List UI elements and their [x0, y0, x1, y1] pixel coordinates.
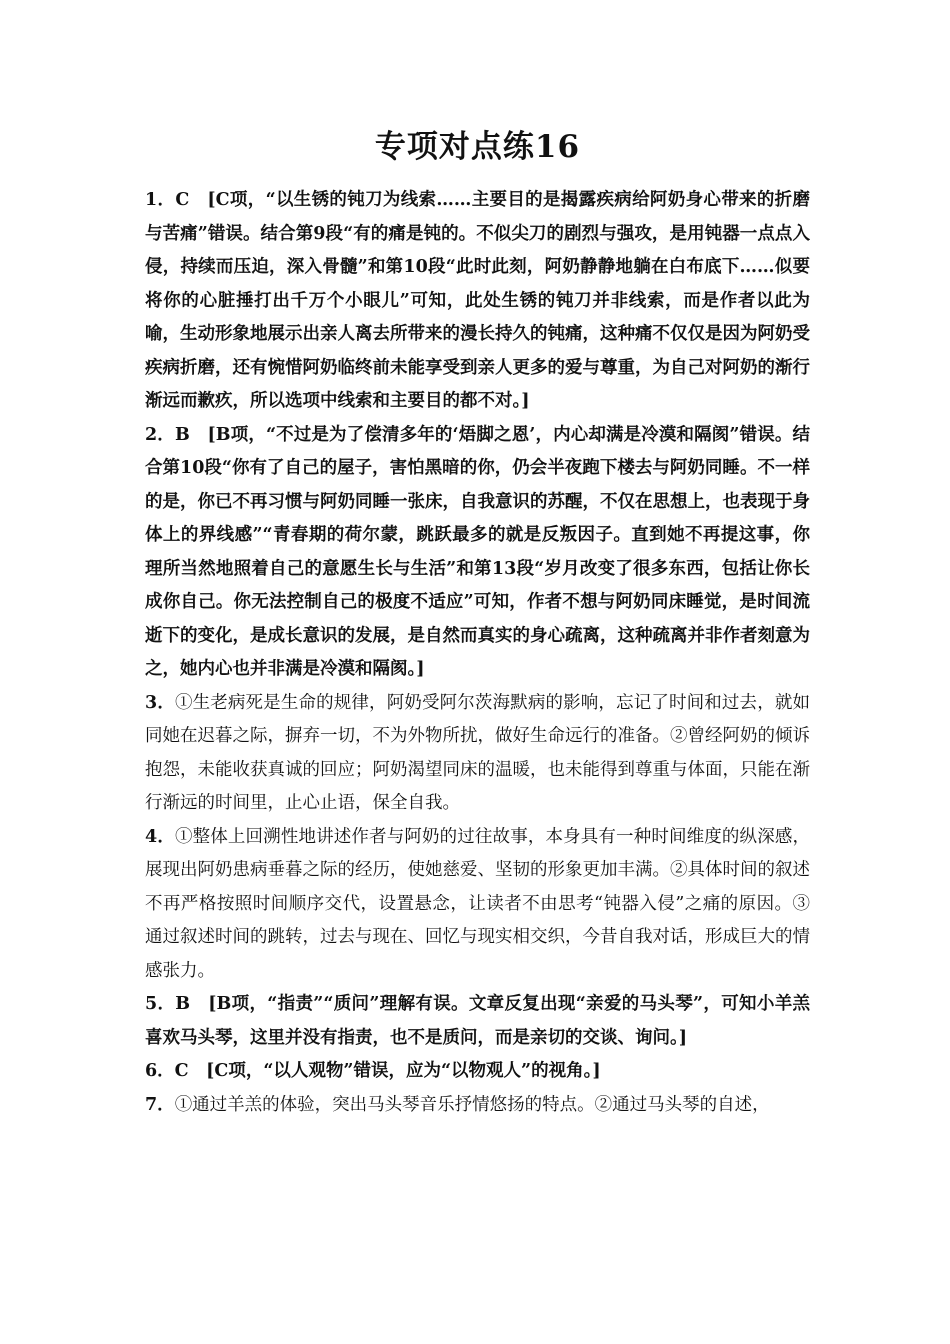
- answer-number: 4．: [145, 826, 175, 847]
- answer-item-2: [145, 419, 810, 687]
- answer-item-4: [145, 821, 810, 989]
- page-title: 专项对点练16: [374, 129, 581, 165]
- answer-number: 1．C: [145, 190, 190, 210]
- answer-item-6: [145, 1055, 810, 1089]
- answer-item-7: [145, 1089, 810, 1123]
- answer-item-1: [145, 184, 810, 419]
- answer-text: ①整体上回溯性地讲述作者与阿奶的过往故事，本身具有一种时间维度的纵深感，展现出阿奶患病垂暮之际的经历，使她慈爱、坚韧的形象更加丰满。②具体时间的叙述不再严格按照时间顺序交代，设置悬念，让读者不由思考“钝器入侵”之痛的原因。③通过叙述时间的跳转，过去与现在、回忆与现实相交织，今昔自我对话，形成巨大的情感张力。: [145, 826, 810, 981]
- answer-number: 7．: [145, 1094, 175, 1115]
- answer-item-5: [145, 988, 810, 1055]
- answer-text: ①生老病死是生命的规律，阿奶受阿尔茨海默病的影响，忘记了时间和过去，就如同她在迟暮之际，摒弃一切，不为外物所扰，做好生命远行的准备。②曾经阿奶的倾诉抱怨，未能收获真诚的回应；阿奶渴望同床的温暖，也未能得到尊重与体面，只能在渐行渐远的时间里，止心止语，保全自我。: [145, 692, 810, 813]
- answer-text: [B项，“不过是为了偿清多年的‘焐脚之恩’，内心却满是冷漠和隔阂”错误。结合第10段“你有了自己的屋子，害怕黑暗的你，仍会半夜跑下楼去与阿奶同睡。不一样的是，你已不再习惯与阿奶同睡一张床，自我意识的苏醒，不仅在思想上，也表现于身体上的界线感”“青春期的荷尔蒙，跳跃最多的就是反叛因子。直到她不再提这事，你理所当然地照着自己的意愿生长与生活”和第13段“岁月改变了很多东西，包括让你长成你自己。你无法控制自己的极度不适应”可知，作者不想与阿奶同床睡觉，是时间流逝下的变化，是成长意识的发展，是自然而真实的身心疏离，这种疏离并非作者刻意为之，她内心也并非满是冷漠和隔阂。]: [145, 424, 810, 679]
- answer-text: [B项，“指责”“质问”理解有误。文章反复出现“亲爱的马头琴”，可知小羊羔喜欢马头琴，这里并没有指责，也不是质问，而是亲切的交谈、询问。]: [145, 994, 811, 1048]
- answer-list: [145, 184, 810, 1122]
- answer-number: 6．C: [145, 1061, 189, 1081]
- answer-number: 2．B: [145, 424, 190, 445]
- answer-item-3: [145, 687, 810, 821]
- answer-text: [C项，“以人观物”错误，应为“以物观人”的视角。]: [206, 1061, 601, 1081]
- answer-number: 5．B: [145, 994, 191, 1014]
- answer-text: [C项，“以生锈的钝刀为线索……主要目的是揭露疾病给阿奶身心带来的折磨与苦痛”错误。结合第9段“有的痛是钝的。不似尖刀的剧烈与强攻，是用钝器一点点入侵，持续而压迫，深入骨髓”和第10段“此时此刻，阿奶静静地躺在白布底下……似要将你的心脏捶打出千万个小眼儿”可知，此处生锈的钝刀并非线索，而是作者以此为喻，生动形象地展示出亲人离去所带来的漫长持久的钝痛，这种痛不仅仅是因为阿奶受疾病折磨，还有惋惜阿奶临终前未能享受到亲人更多的爱与尊重，为自己对阿奶的渐行渐远而歉疚，所以选项中线索和主要目的都不对。]: [145, 190, 810, 411]
- answer-number: 3．: [145, 692, 175, 713]
- answer-text: ①通过羊羔的体验，突出马头琴音乐抒情悠扬的特点。②通过马头琴的自述，: [174, 1094, 770, 1115]
